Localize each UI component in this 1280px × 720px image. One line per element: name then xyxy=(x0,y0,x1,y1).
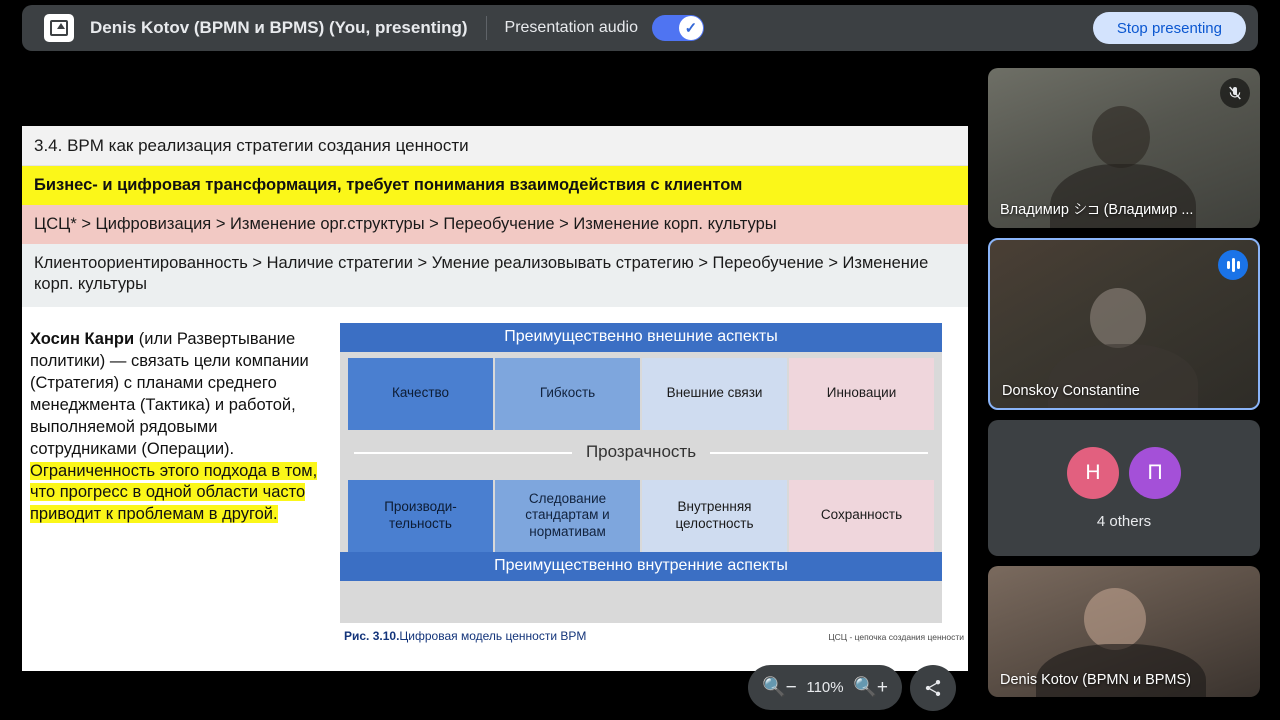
zoom-level-label: 110% xyxy=(806,679,844,696)
check-icon: ✓ xyxy=(684,19,698,37)
slide-body xyxy=(22,307,968,643)
slide-title: 3.4. BPM как реализация стратегии создания ценности xyxy=(22,126,968,166)
figure-caption xyxy=(340,623,968,643)
participant-name-self: Denis Kotov (BPMN и BPMS) xyxy=(1000,672,1192,688)
hoshin-kanri-body: (или Развертывание политики) — связать цели компании (Стратегия) с планами среднего менеджмента (Тактика) и работой, выполняемой рядовыми сотрудниками (Операции). xyxy=(30,329,309,458)
zoom-out-icon[interactable]: 🔍− xyxy=(762,677,797,698)
zoom-controls[interactable] xyxy=(748,665,902,710)
participant-name-donskoy: Donskoy Constantine xyxy=(1002,383,1140,399)
slide xyxy=(22,126,968,671)
stop-presenting-button[interactable]: Stop presenting xyxy=(1093,12,1246,44)
participant-silhouette-head xyxy=(1084,588,1146,650)
slide-band-yellow: Бизнес- и цифровая трансформация, требует понимания взаимодействия с клиентом xyxy=(22,166,968,205)
presentation-audio-label: Presentation audio xyxy=(504,19,638,36)
share-button[interactable] xyxy=(910,665,956,711)
diagram-cell-flexibility: Гибкость xyxy=(495,358,640,430)
presentation-topbar xyxy=(22,5,1258,51)
participants-rail xyxy=(988,68,1260,707)
avatar-n: Н xyxy=(1067,447,1119,499)
avatar-p: П xyxy=(1129,447,1181,499)
participant-tile-self[interactable] xyxy=(988,566,1260,697)
participant-tile-vladimir[interactable] xyxy=(988,68,1260,228)
presenter-name: Denis Kotov (BPMN и BPMS) (You, presenting) xyxy=(90,18,468,37)
present-screen-icon xyxy=(44,14,74,42)
hoshin-kanri-term: Хосин Канри xyxy=(30,329,135,348)
diagram-footer: Преимущественно внутренние аспекты xyxy=(340,552,942,581)
participant-tile-donskoy[interactable] xyxy=(988,238,1260,410)
slide-band-grey: Клиентоориентированность > Наличие стратегии > Умение реализовывать стратегию > Переобучение > Изменение корп. культуры xyxy=(22,244,968,307)
zoom-in-icon[interactable]: 🔍+ xyxy=(853,677,888,698)
topbar-divider xyxy=(486,16,487,40)
diagram-transparency-band xyxy=(340,430,942,474)
other-participants-label: 4 others xyxy=(1096,512,1152,530)
diagram-cell-productivity: Производи- тельность xyxy=(348,480,493,552)
diagram-cell-external-links: Внешние связи xyxy=(642,358,787,430)
participant-silhouette-head xyxy=(1090,288,1146,348)
presented-content-stage[interactable] xyxy=(22,78,968,716)
diagram-cell-innovations: Инновации xyxy=(789,358,934,430)
diagram-bottom-row xyxy=(340,474,942,552)
speaking-icon xyxy=(1218,250,1248,280)
toggle-knob xyxy=(679,16,703,40)
diagram-transparency-label: Прозрачность xyxy=(572,442,710,462)
diagram-cell-standards: Следование стандартам и нормативам xyxy=(495,480,640,552)
other-participants-tile[interactable] xyxy=(988,420,1260,556)
slide-left-text xyxy=(22,315,340,643)
diagram-top-row xyxy=(340,352,942,430)
figure-number: Рис. 3.10. xyxy=(344,628,400,643)
participant-silhouette-body xyxy=(1036,644,1206,697)
slide-right-figure xyxy=(340,315,968,643)
diagram-cell-preservation: Сохранность xyxy=(789,480,934,552)
slide-band-pink: ЦСЦ* > Цифровизация > Изменение орг.структуры > Переобучение > Изменение корп. культуры xyxy=(22,205,968,244)
mic-muted-icon xyxy=(1220,78,1250,108)
figure-caption-text: Цифровая модель ценности BPM xyxy=(399,628,587,643)
diagram-header: Преимущественно внешние аспекты xyxy=(340,323,942,352)
diagram-cell-quality: Качество xyxy=(348,358,493,430)
participant-silhouette-body xyxy=(1048,344,1198,410)
share-icon xyxy=(923,678,943,698)
value-model-diagram xyxy=(340,323,942,623)
participant-name-vladimir: Владимир シ⊐ (Владимир ... xyxy=(1000,202,1194,218)
hoshin-kanri-highlight: Ограниченность этого подхода в том, что прогресс в одной области часто приводит к проблемам в другой. xyxy=(30,461,318,524)
figure-footnote: ЦСЦ - цепочка создания ценности xyxy=(828,631,964,642)
diagram-cell-internal-integrity: Внутренняя целостность xyxy=(642,480,787,552)
participant-silhouette-head xyxy=(1092,106,1150,168)
presentation-audio-toggle[interactable] xyxy=(652,15,704,41)
other-participant-avatars xyxy=(1067,447,1181,499)
